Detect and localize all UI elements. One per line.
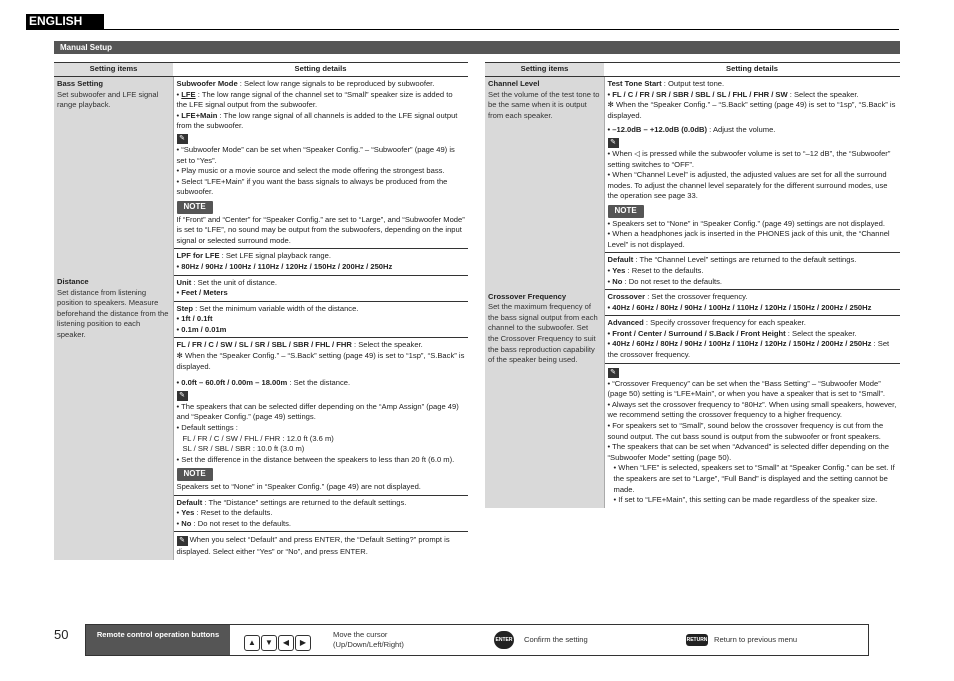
detail-test-tone: Test Tone Start : Output test tone. • FL / C / FR / SR / SBR / SBL / SL / FHL / FHR / SW : Select the speaker. ✻ When the “Speaker Config.” – “S.Back” setting (page 49) is set to “1sp”, “S.Back” is displayed. • –12.0dB – +12.0dB (0.0dB) : Adjust the volume. ✎ • When ◁ is pressed while the subwoofer volume is set to “–12 dB”, the “Subwoofer” setting switches to “OFF”. • When “Channel Level” is adjusted, the adjusted values are set for all the surround modes. To adjust the channel level separately for the different surround modes, use the operation see page 33. NOTE • Speakers set to “None” in “Speaker Config.” (page 49) settings are not displayed. • When a headphones jack is inserted in the PHONES jack of this unit, the “Channel Level” is not displayed.: [604, 77, 900, 253]
memo-text: The speakers that can be selected differ depending on the “Amp Assign” (page 49) and “Speaker Config.” (page 49) settings.: [176, 401, 459, 422]
lfemain-label: LFE+Main: [181, 110, 218, 120]
memo-icon: ✎: [608, 368, 619, 378]
advanced-values-desc: : Set the crossover frequency.: [607, 339, 890, 360]
lfemain-desc: : The low range signal of all channels is added to the LFE signal output from the subwoofer.: [176, 110, 458, 131]
detail-subwoofer-mode: Subwoofer Mode : Select low range signals to be reproduced by subwoofer. • LFE : The low range signal of the channel set to “Small” speaker size is added to the LFE signal output from the subwoofer. • LFE+Main : The low range signal of all channels is added to the LFE signal output from the subwoofer. ✎ • “Subwoofer Mode” can be set when “Speaker Config.” – “Subwoofer” (page 49) is set to “Yes”. • Play music or a movie source and select the mode offering the strongest bass. • Select “LFE+Main” if you want the bass signals to always be produced from the subwoofer. NOTE If “Front” and “Center” for “Speaker Config.” are set to “Large”, and “Subwoofer Mode” is set to “LFE”, no sound may be output from the subwoofers, depending on the input signal or selected surround mode.: [173, 77, 468, 249]
advanced-head: Advanced: [607, 318, 644, 328]
yes-desc: : Reset to the defaults.: [625, 265, 704, 275]
memo-text: When “LFE” is selected, speakers set to “Small” at “Speaker Config.” can be set. If the speakers are set to “Large”, “Full Band” is displayed and the setting cannot be made.: [613, 463, 895, 494]
lfe-desc: : The low range signal of the channel set to “Small” speaker size is added to the LFE signal output from the subwoofer.: [176, 89, 453, 110]
detail-crossover-memo: ✎ • “Crossover Frequency” can be set when the “Bass Setting” – “Subwoofer Mode” (page 50) setting is “LFE+Main”, or when you have a speaker that is set to “Small”. • Always set the crossover frequency to “80Hz”. When using small speakers, however, we recommend setting the crossover frequency to a higher frequency. • For speakers set to “Small”, sound below the crossover frequency is cut from the sound output. The cut bass sound is output from the subwoofer or front speakers. • The speakers that can be set when “Advanced” is selected differ depending on the “Subwoofer Mode” setting (page 50). • When “LFE” is selected, speakers set to “Small” at “Speaker Config.” can be set. If the speakers are set to “Large”, “Full Band” is displayed and the setting cannot be made. • If set to “LFE+Main”, this setting can be made regardless of the speaker size.: [607, 368, 897, 505]
memo-text: Select “LFE+Main” if you want the bass signals to always be produced from the subwoofer.: [176, 176, 448, 197]
yes-label: Yes: [181, 508, 195, 518]
left-settings-table: [54, 62, 468, 560]
test-tone-head: Test Tone Start: [607, 79, 662, 88]
memo-icon: ✎: [608, 138, 619, 148]
memo-text: The speakers that can be set when “Advanced” is selected differ depending on the “Subwoofer Mode” setting (page 50).: [607, 442, 889, 462]
header-setting-items: Setting items: [54, 63, 173, 77]
right-settings-table: [485, 62, 900, 508]
memo-text: When you select “Default” and press ENTER, the “Default Setting?” prompt is displayed. Select either “Yes” or “No”, and press ENTER.: [176, 535, 450, 557]
memo-text: FL / FR / C / SW / FHL / FHR : 12.0 ft (3.6 m): [182, 433, 334, 443]
remote-label: Remote control operation buttons: [86, 625, 230, 655]
memo-text: SL / SR / SBL / SBR : 10.0 ft (3.0 m): [182, 444, 305, 454]
lpf-values: • 80Hz / 90Hz / 100Hz / 110Hz / 120Hz / 150Hz / 200Hz / 250Hz: [176, 261, 393, 271]
item-title: Bass Setting: [57, 79, 103, 88]
channel-list: FL / FR / C / SW / SL / SR / SBL / SBR / FHL / FHR: [176, 340, 352, 350]
yes-desc: : Reset to the defaults.: [194, 508, 273, 518]
default-desc: : The “Distance” settings are returned to the default settings.: [202, 497, 407, 507]
memo-text: Always set the crossover frequency to “80Hz”. When using small speakers, however, we recommend setting the crossover frequency to a higher frequency.: [607, 399, 897, 420]
step-values: • 0.1m / 0.01m: [176, 324, 227, 334]
memo-text: If set to “LFE+Main”, this setting can be made regardless of the speaker size.: [618, 495, 878, 505]
star-note: ✻ When the “Speaker Config.” – “S.Back” setting (page 49) is set to “1sp”, “S.Back” is displayed.: [607, 100, 896, 120]
return-text: Return to previous menu: [714, 635, 798, 644]
note-badge: NOTE: [177, 468, 213, 481]
remote-control-bar: [85, 624, 869, 656]
header-setting-details: Setting details: [173, 63, 468, 77]
advanced-values: • 40Hz / 60Hz / 80Hz / 90Hz / 100Hz / 110Hz / 120Hz / 150Hz / 200Hz / 250Hz: [607, 339, 872, 349]
advanced-list-desc: : Select the speaker.: [785, 328, 857, 338]
distance-range: • 0.0ft – 60.0ft / 0.00m – 18.00m: [176, 378, 288, 388]
item-title: Channel Level: [488, 79, 540, 88]
item-crossover: [485, 290, 604, 508]
step-values: • 1ft / 0.1ft: [176, 314, 213, 324]
detail-advanced: [604, 316, 900, 363]
lfe-label: LFE: [181, 89, 196, 99]
memo-text: Set the difference in the distance between the speakers to less than 20 ft (6.0 m).: [181, 454, 455, 464]
no-desc: : Do not reset to the defaults.: [622, 276, 723, 286]
enter-button-icon: ENTER: [494, 631, 514, 649]
item-desc: Set the volume of the test tone to be the same when it is output from each speaker.: [488, 89, 600, 120]
memo-text: Play music or a movie source and select the mode offering the strongest bass.: [181, 166, 445, 176]
memo-text: “Subwoofer Mode” can be set when “Speaker Config.” – “Subwoofer” (page 49) is set to “Yes”.: [176, 144, 455, 165]
memo-icon: ✎: [177, 536, 188, 546]
memo-text: When “Channel Level” is adjusted, the adjusted values are set for all the surround modes. To adjust the channel level separately for the different surround modes, use the operation see page 33.: [607, 170, 888, 201]
detail-channels: FL / FR / C / SW / SL / SR / SBL / SBR / FHL / FHR : Select the speaker. ✻ When the “Speaker Config.” – “S.Back” setting (page 49) is set to “1sp”, “S.Back” is displayed. • 0.0ft – 60.0ft / 0.00m – 18.00m : Set the distance. ✎ • The speakers that can be selected differ depending on the “Amp Assign” (page 49) and “Speaker Config.” (page 49) settings. • Default settings : FL / FR / C / SW / FHL / FHR : 12.0 ft (3.6 m) SL / SR / SBL / SBR : 10.0 ft (3.0 m) • Set the difference in the distance between the speakers to less than 20 ft (6.0 m). NOTE Speakers set to “None” in “Speaker Config.” (page 49) are not displayed.: [173, 338, 468, 495]
channel-list: • FL / C / FR / SR / SBR / SBL / SL / FHL / FHR / SW: [607, 89, 788, 99]
detail-default: Default : The “Distance” settings are returned to the default settings. • Yes : Reset to the defaults. • No : Do not reset to the defaults.: [173, 495, 468, 532]
header-setting-items: Setting items: [485, 63, 604, 77]
memo-icon: ✎: [177, 391, 188, 401]
item-desc: Set the maximum frequency of the bass signal output from each channel to the subwoofer. Set the Crossover Frequency to suit the bass reproduction capability of the speaker being used.: [488, 302, 598, 365]
note-text: Speakers set to “None” in “Speaker Config.” (page 49) are not displayed.: [176, 482, 421, 491]
crossover-values: • 40Hz / 60Hz / 80Hz / 90Hz / 100Hz / 110Hz / 120Hz / 150Hz / 200Hz / 250Hz: [607, 302, 872, 312]
crossover-desc: : Set the crossover frequency.: [645, 292, 748, 302]
note-text: If “Front” and “Center” for “Speaker Config.” are set to “Large”, and “Subwoofer Mode” is set to “LFE”, no sound may be output from the subwoofers, depending on the input signal or selected surround mode.: [176, 214, 465, 245]
item-desc: Set subwoofer and LFE signal range playback.: [57, 89, 159, 110]
unit-desc: : Set the unit of distance.: [191, 277, 277, 287]
crossover-head: Crossover: [607, 292, 646, 302]
header-setting-details: Setting details: [604, 63, 900, 77]
detail-final-memo: [173, 532, 468, 560]
yes-label: Yes: [612, 265, 626, 275]
lpf-head: LPF for LFE: [176, 251, 220, 261]
left-arrow-icon: ◀: [278, 635, 294, 651]
item-desc: Set distance from listening position to speakers. Measure beforehand the distance from the listening position to each speaker.: [57, 287, 169, 339]
detail-crossover: [604, 290, 900, 316]
default-desc: : The “Channel Level” settings are returned to the default settings.: [633, 255, 857, 265]
item-title: Crossover Frequency: [488, 291, 567, 301]
page-number: 50: [54, 627, 69, 642]
note-badge: NOTE: [608, 205, 644, 218]
memo-text: “Crossover Frequency” can be set when the “Bass Setting” – “Subwoofer Mode” (page 50) setting is “LFE+Main”, or when you have a speaker that is set to “Small”.: [607, 378, 886, 399]
range-desc: : Adjust the volume.: [707, 125, 776, 135]
channel-desc: : Select the speaker.: [787, 89, 859, 99]
detail-unit: [173, 275, 468, 301]
item-bass-setting: [54, 77, 173, 276]
header-rule: [26, 29, 899, 30]
enter-text: Confirm the setting: [524, 635, 588, 644]
no-desc: : Do not reset to the defaults.: [191, 518, 292, 528]
table-row-crossover: [485, 290, 900, 316]
cursor-text: Move the cursor (Up/Down/Left/Right): [333, 630, 404, 649]
down-arrow-icon: ▼: [261, 635, 277, 651]
default-head: Default: [607, 255, 634, 265]
item-channel-level: [485, 77, 604, 290]
subwoofer-mode-head: Subwoofer Mode: [176, 79, 238, 88]
range-desc: : Set the distance.: [287, 378, 351, 388]
memo-icon: ✎: [177, 134, 188, 144]
advanced-list: • Front / Center / Surround / S.Back / Front Height: [607, 328, 786, 338]
star-note: ✻ When the “Speaker Config.” – “S.Back” setting (page 49) is set to “1sp”, “S.Back” is displayed.: [176, 351, 465, 371]
lpf-desc: : Set LFE signal playback range.: [219, 251, 331, 261]
up-arrow-icon: ▲: [244, 635, 260, 651]
right-arrow-icon: ▶: [295, 635, 311, 651]
advanced-desc: : Specify crossover frequency for each speaker.: [643, 318, 806, 328]
note-text: When a headphones jack is inserted in the PHONES jack of this unit, the “Channel Level” is not displayed.: [607, 229, 890, 249]
section-title: Manual Setup: [54, 41, 900, 54]
table-row-channel-level: [485, 77, 900, 253]
unit-values: • Feet / Meters: [176, 288, 228, 298]
item-title: Distance: [57, 277, 89, 286]
step-head: Step: [176, 303, 193, 313]
memo-text: When ◁ is pressed while the subwoofer volume is set to “–12 dB”, the “Subwoofer” setting switches to “OFF”.: [607, 148, 891, 169]
detail-step: [173, 301, 468, 338]
level-range: • –12.0dB – +12.0dB (0.0dB): [607, 125, 708, 135]
memo-text: Default settings :: [181, 423, 238, 433]
no-label: No: [612, 276, 623, 286]
detail-lpf: [173, 249, 468, 275]
table-row-bass: [54, 77, 468, 249]
table-row-distance-unit: [54, 275, 468, 301]
return-button-icon: RETURN: [686, 634, 708, 646]
arrow-keys: [244, 632, 312, 651]
note-badge: NOTE: [177, 201, 213, 214]
unit-head: Unit: [176, 277, 192, 287]
default-head: Default: [176, 497, 203, 507]
note-text: Speakers set to “None” in “Speaker Config.” (page 49) settings are not displayed.: [612, 218, 885, 228]
no-label: No: [181, 518, 192, 528]
step-desc: : Set the minimum variable width of the distance.: [192, 303, 359, 313]
subwoofer-mode-desc: : Select low range signals to be reproduced by subwoofer.: [237, 79, 435, 88]
channel-desc: : Select the speaker.: [351, 340, 423, 350]
memo-text: For speakers set to “Small”, sound below the crossover frequency is cut from the sound output. The cut bass sound is output from the subwoofer or front speakers.: [607, 421, 884, 441]
detail-channel-default: Default : The “Channel Level” settings are returned to the default settings. • Yes : Reset to the defaults. • No : Do not reset to the defaults.: [604, 253, 900, 290]
test-tone-desc: : Output test tone.: [661, 79, 725, 88]
item-distance: [54, 275, 173, 560]
language-label: ENGLISH: [26, 14, 104, 29]
